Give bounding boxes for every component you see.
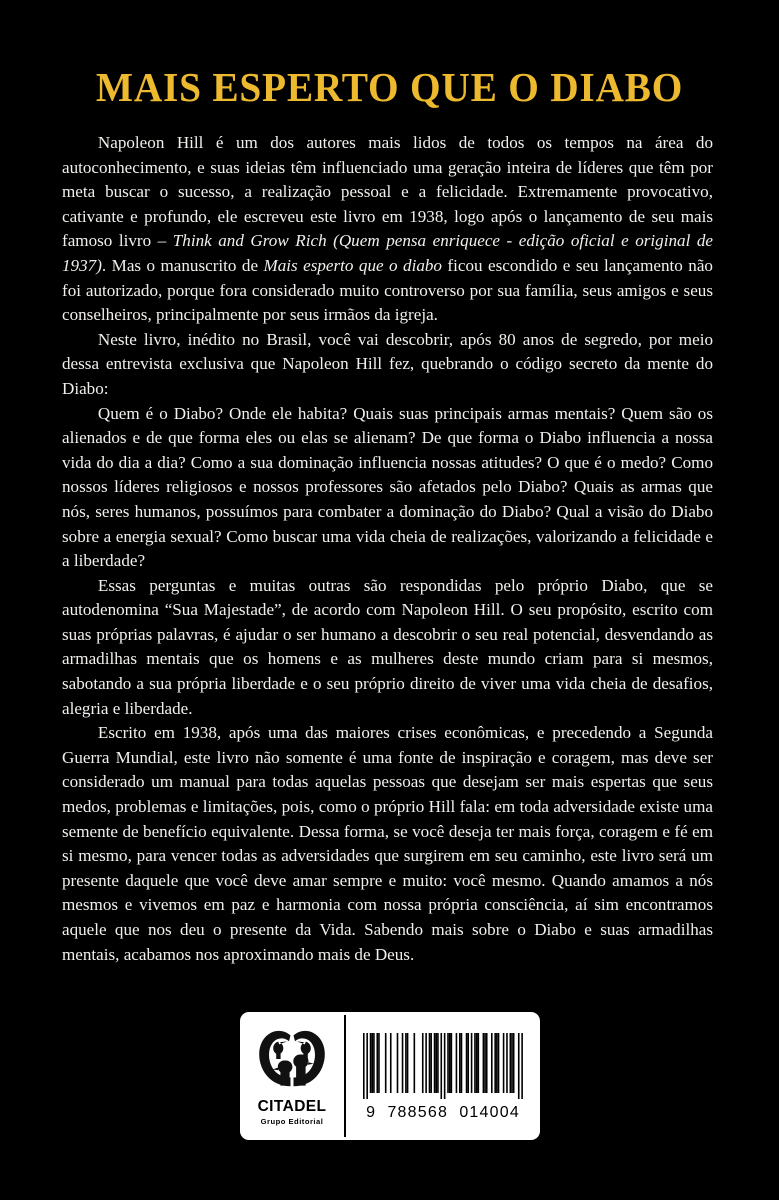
barcode-number: 9 788568 014004	[366, 1104, 520, 1121]
isbn-barcode	[346, 1012, 540, 1140]
imprint-barcode-plate	[240, 1012, 540, 1140]
page-title: MAIS ESPERTO QUE O DIABO	[95, 64, 684, 110]
blurb-text	[62, 131, 713, 967]
blurb-paragraph: Escrito em 1938, após uma das maiores crises econômicas, e precedendo a Segunda Guerra Mundial, este livro não somente é uma fonte de inspiração e coragem, mas deve ser considerado um manual para todas aquelas pessoas que desejam ser mais espertas que seus medos, problemas e limitações, pois, como o próprio Hill fala: em toda adversidade existe uma semente de benefício equivalente. Dessa forma, se você deseja ter mais força, coragem e fé em si mesmo, para vencer todas as adversidades que surgirem em seu caminho, este livro será um presente daquele que você deve amar sempre e muito: você mesmo. Quando amamos a nós mesmos e vivemos em paz e harmonia com nossa própria consciência, aí sim encontramos aquele que nos deu o presente da Vida. Sabendo mais sobre o Diabo e suas armadilhas mentais, acabamos nos aproximando mais de Deus.	[62, 723, 713, 964]
book-title-italic: Mais esperto que o diabo	[263, 255, 442, 275]
blurb-paragraph: Essas perguntas e muitas outras são respondidas pelo próprio Diabo, que se autodenomina “Sua Majestade”, de acordo com Napoleon Hill. O seu propósito, escrito com suas próprias palavras, é ajudar o ser humano a descobrir o seu real potencial, desvendando as armadilhas mentais que os homens e as mulheres deste mundo criam para si mesmos, sabotando a sua própria liberdade e o seu próprio direito de viver uma vida cheia de desafios, alegria e liberdade.	[62, 575, 713, 718]
blurb-paragraph: Quem é o Diabo? Onde ele habita? Quais suas principais armas mentais? Quem são os alienados e de que forma eles ou elas se alienam? De que forma o Diabo influencia a nossa vida do dia a dia? Como a sua dominação influencia nossas atitudes? O que é o medo? Como nossos líderes religiosos e nossos professores são afetados pelo Diabo? Quais as armas que nós, seres humanos, possuímos para combater a dominação do Diabo? Qual a visão do Diabo sobre a energia sexual? Como buscar uma vida cheia de realizações, valorizando a felicidade e a liberdade?	[62, 403, 713, 571]
publisher-logo	[240, 1012, 344, 1140]
penguins-logo-icon	[256, 1029, 328, 1096]
publisher-tagline: Grupo Editorial	[260, 1116, 324, 1126]
publisher-name: CITADEL	[257, 1098, 327, 1116]
blurb-paragraph: Neste livro, inédito no Brasil, você vai descobrir, após 80 anos de segredo, por meio dessa entrevista exclusiva que Napoleon Hill fez, quebrando o código secreto da mente do Diabo:	[62, 329, 713, 398]
blurb-paragraph: Napoleon Hill é um dos autores mais lidos de todos os tempos na área do autoconhecimento, e suas ideias têm influenciado uma geração inteira de líderes que têm por meta buscar o sucesso, a realização pessoal e a felicidade. Extremamente provocativo, cativante e profundo, ele escreveu este livro em 1938, logo após o lançamento de seu mais famoso livro – Think and Grow Rich (Quem pensa enriquece - edição oficial e original de 1937). Mas o manuscrito de Mais esperto que o diabo ficou escondido e seu lançamento não foi autorizado, porque fora considerado muito controverso por sua família, seus amigos e seus conselheiros, principalmente por seus irmãos da igreja.	[62, 133, 713, 325]
barcode-icon	[363, 1033, 523, 1104]
book-title-italic: Think and Grow Rich (Quem pensa enriquece - edição oficial e original de 1937)	[62, 231, 713, 275]
